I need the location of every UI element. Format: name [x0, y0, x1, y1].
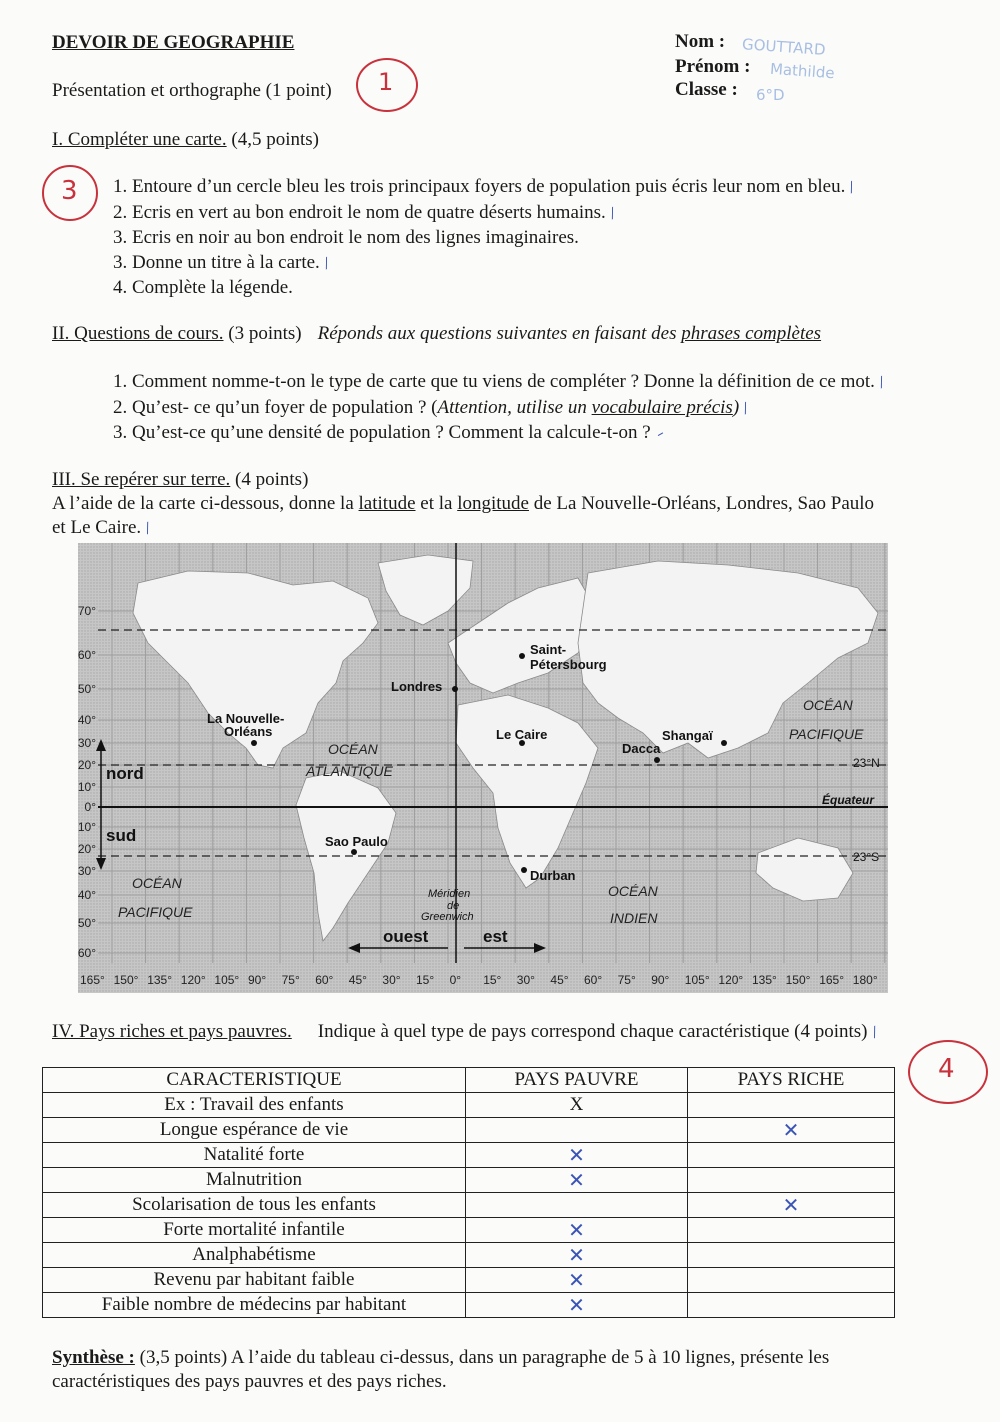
table-row — [43, 1118, 895, 1143]
label-meridien-2: de — [447, 900, 460, 912]
table-cell-label: Faible nombre de médecins par habitant — [43, 1293, 466, 1318]
table-cell-label: Scolarisation de tous les enfants — [43, 1193, 466, 1218]
table-row — [43, 1243, 895, 1268]
section3-instruction: A l’aide de la carte ci-dessous, donne la latitude et la longitude de La Nouvelle-Orléans, Londres, Sao Paulo — [52, 493, 875, 514]
city-dacca: Dacca — [622, 741, 661, 756]
table-cell-label: Analphabétisme — [43, 1243, 466, 1268]
label-nord: nord — [106, 764, 144, 783]
table-header: CARACTERISTIQUE — [43, 1068, 466, 1093]
page-title: DEVOIR DE GEOGRAPHIE — [52, 32, 295, 53]
check-icon: ⁄ — [143, 521, 154, 537]
label-meridien-1: Méridien — [428, 888, 471, 900]
section2-list — [113, 370, 887, 447]
table-row — [43, 1268, 895, 1293]
presentation-line: Présentation et orthographe (1 point) — [52, 80, 332, 101]
table-header-row — [43, 1068, 895, 1093]
check-icon: ⁄ — [741, 401, 752, 417]
table-cell-label: Longue espérance de vie — [43, 1118, 466, 1143]
city-dot — [721, 740, 727, 746]
check-icon: – — [652, 425, 668, 443]
ocean-indien-2: INDIEN — [610, 910, 658, 926]
section2-instruction: Réponds aux questions suivantes en faisant des — [317, 323, 682, 344]
city-londres: Londres — [391, 679, 443, 694]
presentation-grade-circle — [356, 58, 418, 112]
longitude-tick-label: 90° — [248, 973, 267, 987]
check-icon: ⁄ — [876, 375, 887, 391]
section3-title: III. Se repérer sur terre. — [52, 469, 231, 490]
table-cell-pauvre: ✕ — [466, 1168, 688, 1193]
city-durban: Durban — [530, 868, 576, 883]
table-row — [43, 1193, 895, 1218]
table-cell-pauvre: ✕ — [466, 1268, 688, 1293]
table-cell-label: Ex : Travail des enfants — [43, 1093, 466, 1118]
ocean-indien-1: OCÉAN — [608, 883, 658, 899]
latitude-tick-label: 20° — [78, 842, 96, 856]
label-ouest: ouest — [383, 927, 429, 946]
check-icon: ⁄ — [847, 180, 858, 196]
latitude-tick-label: 50° — [78, 682, 96, 696]
table-cell-riche — [688, 1218, 895, 1243]
section1-heading — [52, 128, 319, 152]
table-cell-riche: ✕ — [688, 1193, 895, 1218]
classe-label: Classe : — [675, 79, 738, 100]
ocean-pacifique-ouest-2: PACIFIQUE — [118, 904, 193, 920]
list-item: 3. Donne un titre à la carte. ⁄ — [113, 251, 854, 277]
prenom-value: Mathilde — [769, 59, 836, 83]
table-cell-riche — [688, 1093, 895, 1118]
section4-grade: 4 — [938, 1054, 955, 1084]
longitude-tick-label: 60° — [315, 973, 334, 987]
table-cell-riche — [688, 1268, 895, 1293]
label-est: est — [483, 927, 508, 946]
section1-list — [113, 175, 858, 301]
latitude-tick-label: 60° — [78, 648, 96, 662]
city-sao-paulo: Sao Paulo — [325, 834, 388, 849]
table-header: PAYS RICHE — [688, 1068, 895, 1093]
table-cell-pauvre — [466, 1193, 688, 1218]
label-meridien-3: Greenwich — [421, 911, 474, 923]
longitude-tick-label: 30° — [516, 973, 535, 987]
city-saint-petersbourg-1: Saint- — [530, 642, 567, 657]
table-cell-pauvre — [466, 1118, 688, 1143]
latitude-tick-label: 30° — [78, 864, 96, 878]
section1-grade-circle — [42, 165, 98, 221]
characteristics-table — [42, 1067, 895, 1318]
table-row — [43, 1218, 895, 1243]
table-row — [43, 1293, 895, 1318]
city-le-caire: Le Caire — [496, 727, 548, 742]
latitude-tick-label: 0° — [84, 800, 96, 814]
ocean-pacifique-est-1: OCÉAN — [803, 697, 853, 713]
table-row — [43, 1143, 895, 1168]
label-sud: sud — [106, 826, 137, 845]
table-cell-pauvre: X — [466, 1093, 688, 1118]
world-map — [78, 543, 888, 993]
section4-grade-circle — [908, 1040, 988, 1104]
section4-heading — [52, 1020, 880, 1045]
table-cell-pauvre: ✕ — [466, 1243, 688, 1268]
section2-instruction-emph: phrases complètes — [681, 323, 822, 344]
section2-heading — [52, 322, 821, 346]
longitude-tick-label: 120° — [180, 973, 206, 987]
city-dot — [452, 686, 458, 692]
table-cell-riche — [688, 1293, 895, 1318]
longitude-tick-label: 150° — [113, 973, 139, 987]
city-saint-petersbourg-2: Pétersbourg — [530, 657, 607, 672]
longitude-tick-label: 60° — [584, 973, 603, 987]
table-cell-riche: ✕ — [688, 1118, 895, 1143]
latitude-tick-label: 20° — [78, 758, 96, 772]
list-item: 1. Comment nomme-t-on le type de carte que tu viens de compléter ? Donne la définition de ce mot. ⁄ — [113, 370, 883, 396]
longitude-tick-label: 0° — [449, 973, 462, 987]
longitude-tick-label: 180° — [852, 973, 878, 987]
table-cell-label: Malnutrition — [43, 1168, 466, 1193]
section4-title: IV. Pays riches et pays pauvres. — [52, 1021, 292, 1042]
nom-label: Nom : — [675, 31, 726, 52]
longitude-tick-label: 165° — [80, 973, 105, 987]
nom-value: GOUTTARD — [741, 35, 827, 59]
check-icon: ⁄ — [321, 256, 332, 272]
section4-instruction: Indique à quel type de pays correspond chaque caractéristique (4 points) — [317, 1021, 868, 1042]
section1-grade: 3 — [61, 176, 78, 206]
latitude-tick-label: 40° — [78, 713, 96, 727]
list-item: 2. Qu’est- ce qu’un foyer de population ? (Attention, utilise un vocabulaire précis) ⁄ — [113, 396, 883, 422]
label-equateur: Équateur — [822, 793, 875, 807]
table-cell-pauvre: ✕ — [466, 1218, 688, 1243]
longitude-tick-label: 135° — [147, 973, 173, 987]
list-item: 4. Complète la légende. — [113, 277, 293, 298]
table-cell-riche — [688, 1143, 895, 1168]
list-item: 3. Ecris en noir au bon endroit le nom des lignes imaginaires. — [113, 227, 579, 248]
longitude-tick-label: 135° — [752, 973, 777, 987]
synthese-line-2: caractéristiques des pays pauvres et des pays riches. — [52, 1371, 447, 1392]
table-cell-label: Revenu par habitant faible — [43, 1268, 466, 1293]
table-cell-riche — [688, 1168, 895, 1193]
world-map-svg — [78, 543, 888, 993]
city-dot — [654, 757, 660, 763]
ocean-pacifique-est-2: PACIFIQUE — [789, 726, 864, 742]
presentation-grade: 1 — [378, 68, 394, 96]
section3-heading — [52, 468, 308, 492]
latitude-tick-label: 60° — [78, 946, 96, 960]
table-cell-pauvre: ✕ — [466, 1143, 688, 1168]
latitude-tick-label: 70° — [78, 604, 96, 618]
section1-title: I. Compléter une carte. — [52, 129, 227, 150]
synthese-text-1: (3,5 points) A l’aide du tableau ci-dessus, dans un paragraphe de 5 à 10 lignes, présente les — [134, 1347, 830, 1368]
check-icon: ⁄ — [869, 1025, 880, 1041]
table-row — [43, 1168, 895, 1193]
longitude-tick-label: 120° — [718, 973, 744, 987]
longitude-tick-label: 15° — [483, 973, 502, 987]
longitude-tick-label: 75° — [281, 973, 300, 987]
city-shangai: Shangaï — [662, 728, 713, 743]
synthese-line-1 — [52, 1346, 829, 1370]
table-cell-riche — [688, 1243, 895, 1268]
table-cell-label: Natalité forte — [43, 1143, 466, 1168]
longitude-tick-label: 75° — [617, 973, 636, 987]
section1-points: (4,5 points) — [226, 129, 319, 150]
latitude-tick-label: 40° — [78, 888, 96, 902]
longitude-tick-label: 105° — [684, 973, 710, 987]
longitude-tick-label: 45° — [348, 973, 367, 987]
longitude-tick-label: 45° — [550, 973, 569, 987]
check-icon: ⁄ — [607, 206, 618, 222]
longitude-tick-label: 30° — [382, 973, 401, 987]
longitude-tick-label: 105° — [214, 973, 240, 987]
city-nouvelle-orleans-2: Orléans — [224, 724, 273, 739]
section2-title: II. Questions de cours. — [52, 323, 224, 344]
synthese-label: Synthèse : — [52, 1347, 135, 1368]
ocean-pacifique-ouest-1: OCÉAN — [132, 875, 182, 891]
city-dot — [251, 740, 257, 746]
classe-value: 6°D — [756, 86, 785, 104]
ocean-atlantique-1: OCÉAN — [328, 741, 378, 757]
latitude-tick-label: 10° — [78, 820, 96, 834]
city-dot — [519, 653, 525, 659]
table-row — [43, 1093, 895, 1118]
list-item: 2. Ecris en vert au bon endroit le nom de quatre déserts humains. ⁄ — [113, 201, 854, 227]
city-dot — [521, 867, 527, 873]
longitude-tick-label: 150° — [785, 973, 811, 987]
label-tropic-north: 23°N — [853, 756, 880, 770]
table-cell-pauvre: ✕ — [466, 1293, 688, 1318]
table-header: PAYS PAUVRE — [466, 1068, 688, 1093]
section2-points: (3 points) — [223, 323, 302, 344]
list-item: 3. Qu’est-ce qu’une densité de population ? Comment la calcule-t-on ? – — [113, 421, 883, 447]
list-item: 1. Entoure d’un cercle bleu les trois principaux foyers de population puis écris leur nom en bleu. ⁄ — [113, 175, 854, 201]
longitude-tick-label: 90° — [651, 973, 670, 987]
longitude-tick-label: 15° — [416, 973, 435, 987]
longitude-tick-label: 165° — [819, 973, 845, 987]
latitude-tick-label: 30° — [78, 736, 96, 750]
prenom-label: Prénom : — [675, 56, 751, 77]
table-cell-label: Forte mortalité infantile — [43, 1218, 466, 1243]
latitude-tick-label: 50° — [78, 916, 96, 930]
ocean-atlantique-2: ATLANTIQUE — [306, 763, 393, 779]
city-dot — [351, 849, 357, 855]
section3-points: (4 points) — [230, 469, 309, 490]
section3-instruction-2: et Le Caire. ⁄ — [52, 517, 154, 538]
label-tropic-south: 23°S — [853, 850, 880, 864]
latitude-tick-label: 10° — [78, 780, 96, 794]
city-nouvelle-orleans-1: La Nouvelle- — [207, 711, 285, 726]
